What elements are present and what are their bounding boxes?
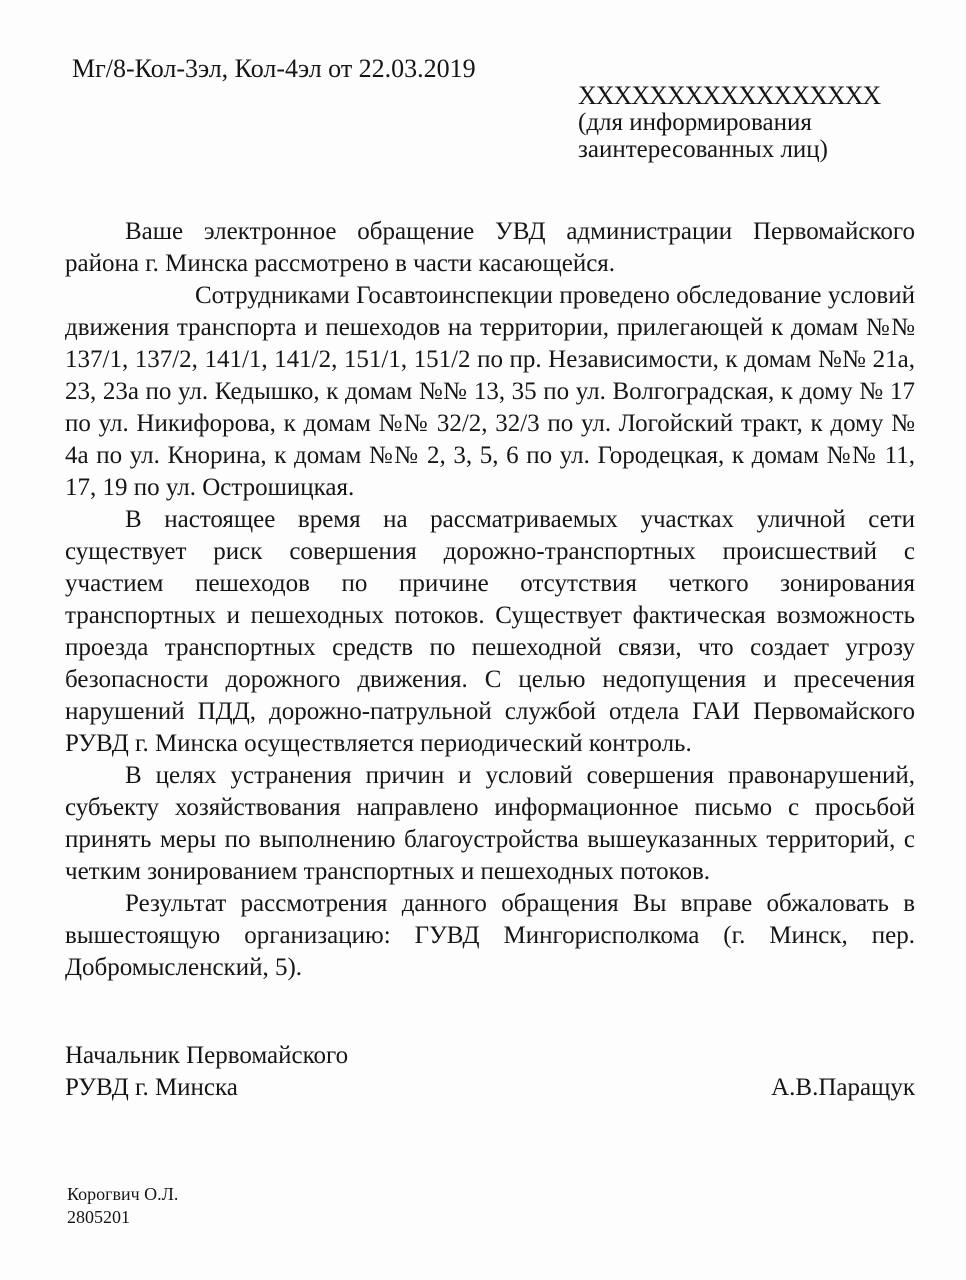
signer-position-line1: Начальник Первомайского bbox=[65, 1042, 349, 1069]
signature-block bbox=[65, 1040, 915, 1104]
letter-body bbox=[65, 216, 915, 984]
signer-position-line2: РУВД г. Минска bbox=[65, 1074, 238, 1101]
executor-block bbox=[67, 1183, 178, 1229]
recipient-placeholder: ХХХХХХХХХХХХХХХХХ bbox=[578, 81, 881, 110]
paragraph-inspection: Сотрудниками Госавтоинспекции проведено обследование условий движения транспорта и пешеходов на территории, прилегающей к домам №№ 137/1, 137/2, 141/1, 141/2, 151/1, 151/2 по пр. Независимости, к домам №№ 21а, 23, 23а по ул. Кедышко, к домам №№ 13, 35 по ул. Волгоградская, к дому № 17 по ул. Никифорова, к домам №№ 32/2, 32/3 по ул. Логойский тракт, к дому № 4а по ул. Кнорина, к домам №№ 2, 3, 5, 6 по ул. Городецкая, к домам №№ 11, 17, 19 по ул. Острошицкая. bbox=[65, 282, 915, 501]
executor-code: 2805201 bbox=[67, 1207, 130, 1227]
signer-name: А.В.Паращук bbox=[771, 1074, 915, 1101]
paragraph-risk: В настоящее время на рассматриваемых участках уличной сети существует риск совершения дорожно-транспортных происшествий с участием пешеходов по причине отсутствия четкого зонирования транспортных и пешеходных потоков. Существует фактическая возможность проезда транспортных средств по пешеходной связи, что создает угрозу безопасности дорожного движения. С целью недопущения и пресечения нарушений ПДД, дорожно-патрульной службой отдела ГАИ Первомайского РУВД г. Минска осуществляется периодический контроль. bbox=[65, 506, 915, 757]
addressee-note-line2: заинтересованных лиц) bbox=[578, 136, 828, 163]
addressee-note-line1: (для информирования bbox=[578, 109, 812, 136]
executor-name: Корогвич О.Л. bbox=[67, 1184, 179, 1204]
paragraph-intro: Ваше электронное обращение УВД администрации Первомайского района г. Минска рассмотрено в части касающейся. bbox=[65, 218, 915, 277]
addressee-block bbox=[578, 82, 918, 163]
paragraph-measures: В целях устранения причин и условий совершения правонарушений, субъекту хозяйствования направлено информационное письмо с просьбой принять меры по выполнению благоустройства вышеуказанных территорий, с четким зонированием транспортных и пешеходных потоков. bbox=[65, 762, 915, 885]
paragraph-appeal: Результат рассмотрения данного обращения Вы вправе обжаловать в вышестоящую организацию: ГУВД Мингорисполкома (г. Минск, пер. Добромысленский, 5). bbox=[65, 890, 915, 981]
reference-number-line: Мг/8-Кол-3эл, Кол-4эл от 22.03.2019 bbox=[72, 54, 476, 83]
